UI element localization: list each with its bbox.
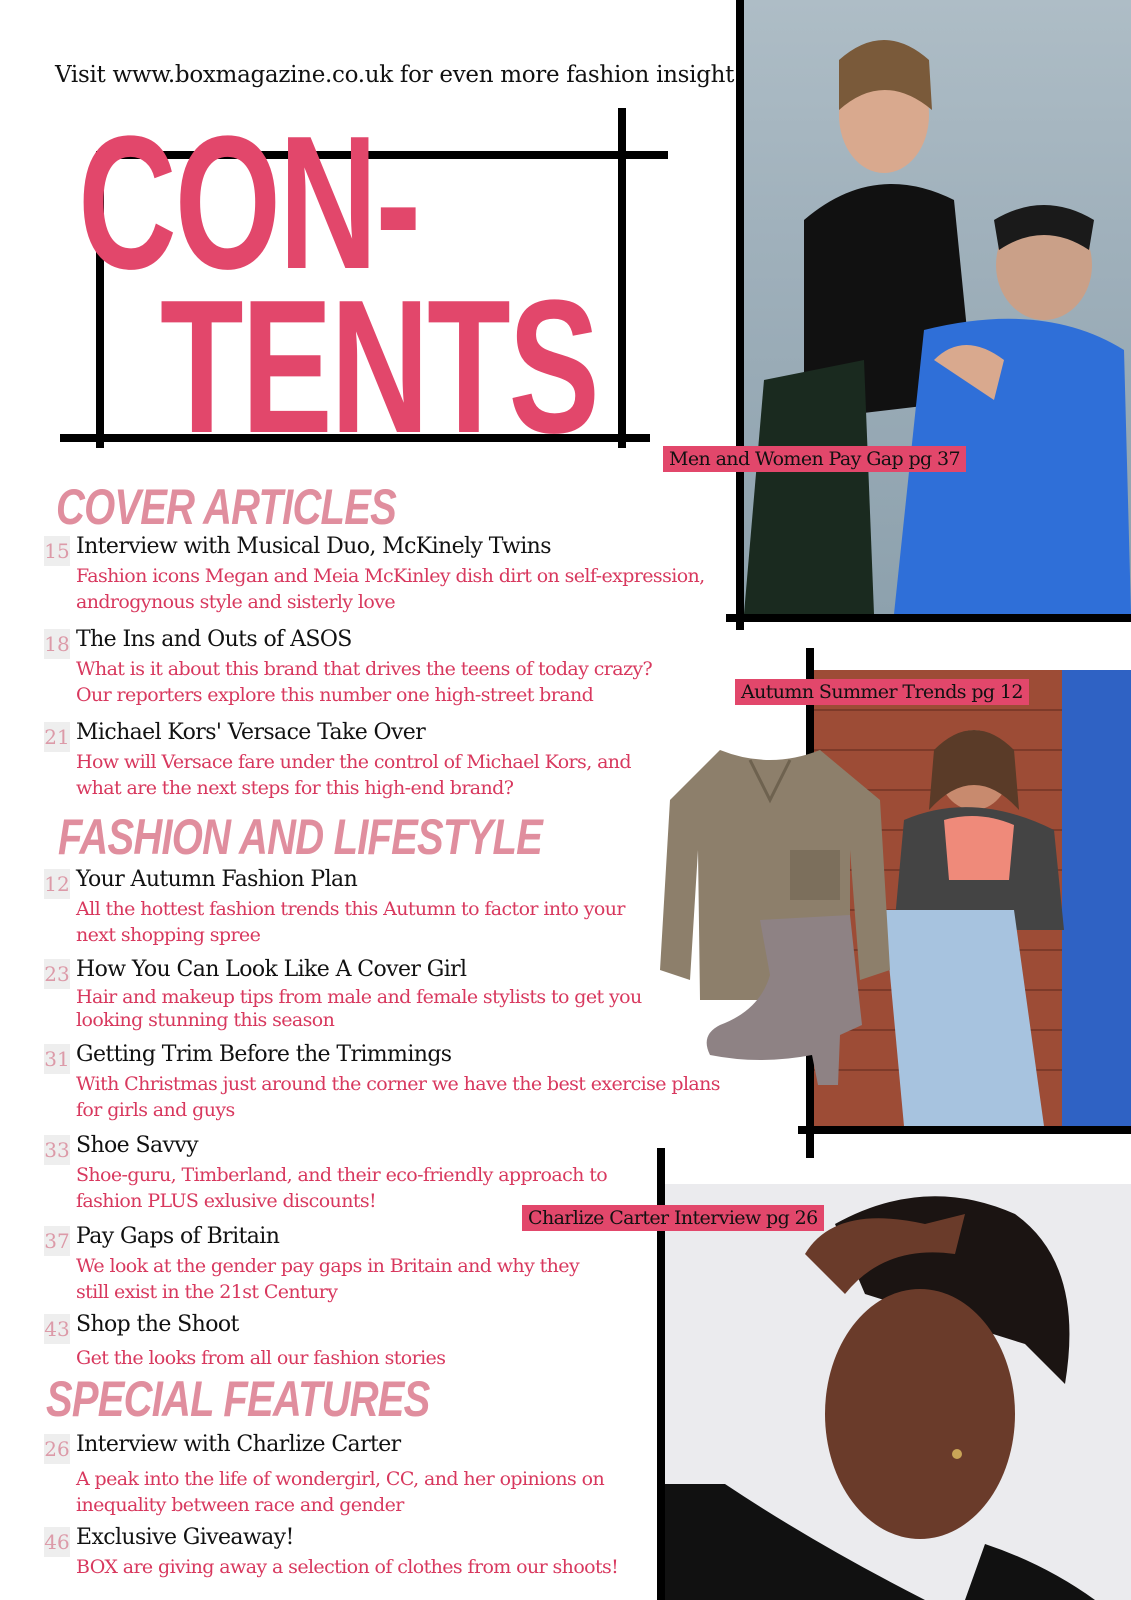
article-title: Interview with Musical Duo, McKinely Twins (76, 534, 551, 559)
list-item[interactable] (44, 1312, 734, 1372)
article-title: Shoe Savvy (76, 1133, 198, 1158)
tag-autumn-trends: Autumn Summer Trends pg 12 (735, 679, 1029, 705)
article-title: Your Autumn Fashion Plan (76, 867, 358, 892)
couple-illustration (744, 0, 1131, 614)
article-description: All the hottest fashion trends this Autumn to factor into your next shopping spree (76, 898, 625, 946)
article-title: The Ins and Outs of ASOS (76, 627, 352, 652)
photo-pay-gap-couple (744, 0, 1131, 614)
list-item[interactable] (44, 1432, 734, 1516)
photo-frame-bar-1 (726, 614, 1131, 622)
article-description: Get the looks from all our fashion stories (76, 1347, 446, 1369)
page-number: 31 (44, 1044, 70, 1074)
article-description: With Christmas just around the corner we have the best exercise plans for girls and guys (76, 1073, 720, 1121)
section-heading-cover-articles: COVER ARTICLES (56, 479, 396, 535)
page-number: 12 (44, 869, 70, 899)
page-number: 26 (44, 1434, 70, 1464)
list-item[interactable] (44, 1133, 734, 1213)
photo-frame-bar-2 (798, 1126, 1131, 1134)
article-description: How will Versace fare under the control of Michael Kors, and what are the next steps for this high-end brand? (76, 751, 631, 799)
list-item[interactable] (44, 627, 734, 707)
article-description: Fashion icons Megan and Meia McKinley dish dirt on self-expression, androgynous style and sisterly love (76, 565, 705, 613)
list-item[interactable] (44, 1525, 734, 1595)
section-heading-special-features: SPECIAL FEATURES (46, 1371, 430, 1427)
article-title: How You Can Look Like A Cover Girl (76, 957, 467, 982)
page-number: 15 (44, 536, 70, 566)
tag-charlize-interview: Charlize Carter Interview pg 26 (522, 1205, 824, 1231)
photo-charlize-carter (665, 1184, 1131, 1600)
page-number: 23 (44, 959, 70, 989)
article-description: Shoe-guru, Timberland, and their eco-friendly approach to fashion PLUS exlusive discounts! (76, 1164, 608, 1212)
section-heading-fashion-lifestyle: FASHION AND LIFESTYLE (58, 809, 542, 865)
article-title: Michael Kors' Versace Take Over (76, 720, 426, 745)
list-item[interactable] (44, 720, 734, 800)
article-description: Hair and makeup tips from male and female stylists to get you looking stunning this season (76, 986, 642, 1031)
article-description: We look at the gender pay gaps in Britain and why they still exist in the 21st Century (76, 1255, 580, 1303)
list-item[interactable] (44, 534, 734, 614)
article-description: BOX are giving away a selection of clothes from our shoots! (76, 1556, 619, 1578)
charlize-illustration (665, 1184, 1131, 1600)
list-item[interactable] (44, 867, 734, 947)
article-title: Pay Gaps of Britain (76, 1224, 280, 1249)
page-number: 33 (44, 1135, 70, 1165)
article-title: Getting Trim Before the Trimmings (76, 1042, 452, 1067)
page-number: 37 (44, 1226, 70, 1256)
article-title: Exclusive Giveaway! (76, 1525, 294, 1550)
article-description: A peak into the life of wondergirl, CC, and her opinions on inequality between race and gender (76, 1468, 605, 1516)
photo-frame-vertical (736, 0, 744, 630)
list-item[interactable] (44, 1224, 734, 1304)
page-number: 46 (44, 1527, 70, 1557)
article-description: What is it about this brand that drives the teens of today crazy? Our reporters explore this number one high-street brand (76, 658, 653, 706)
list-item[interactable] (44, 957, 734, 1037)
tag-pay-gap: Men and Women Pay Gap pg 37 (663, 446, 966, 472)
page-number: 21 (44, 722, 70, 752)
contents-title-line-2: TENTS (160, 261, 598, 473)
article-title: Interview with Charlize Carter (76, 1432, 401, 1457)
article-title: Shop the Shoot (76, 1312, 239, 1337)
frame-line-right (618, 108, 626, 448)
website-promo: Visit www.boxmagazine.co.uk for even more fashion insight (55, 62, 735, 88)
list-item[interactable] (44, 1042, 734, 1122)
page-number: 18 (44, 629, 70, 659)
contents-title-line-1: CON- (78, 97, 419, 309)
page-number: 43 (44, 1314, 70, 1344)
